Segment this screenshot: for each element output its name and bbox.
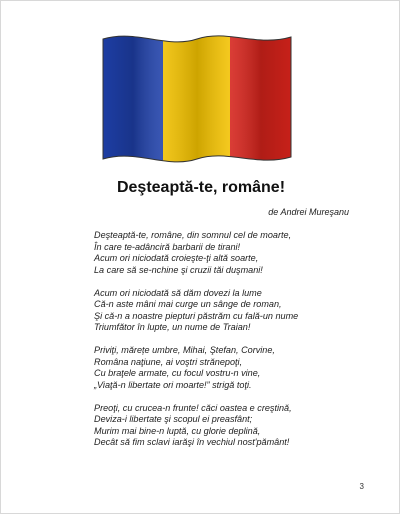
poem-line: Triumfător în lupte, un nume de Traian!: [94, 322, 251, 332]
poem-line: Deşteaptă-te, române, din somnul cel de moarte,: [94, 230, 292, 240]
poem-line: Deviza-i libertate şi scopul ei preasfânt;: [94, 414, 253, 424]
poem-line: La care să se-nchine şi cruzii tăi duşmani!: [94, 264, 263, 275]
poem-line: Româna naţiune, ai voştri strănepoţi,: [94, 356, 243, 367]
poem-title: Deşteaptă-te, române!: [116, 179, 286, 196]
poem-stanza: [94, 403, 384, 449]
poem-author: de Andrei Mureşanu: [268, 207, 349, 217]
page-number: 3: [359, 482, 364, 491]
flag-graphic: [97, 25, 297, 175]
poem-line: Că-n aste mâni mai curge un sânge de roman,: [94, 299, 282, 309]
poem-line: Şi că-n a noastre piepturi păstrăm cu fală-un nume: [94, 310, 299, 321]
poem-line: Cu braţele armate, cu focul vostru-n vine,: [94, 368, 261, 378]
romanian-flag-image: [97, 25, 297, 175]
poem-stanza: [94, 230, 384, 276]
poem-stanza: [94, 288, 384, 334]
poem-line: Decât să fim sclavi iarăşi în vechiul nost'pământ!: [94, 437, 290, 447]
poem-line: Preoţi, cu crucea-n frunte! căci oastea e creştină,: [94, 402, 292, 413]
poem-line: Murim mai bine-n luptă, cu glorie deplină,: [94, 425, 261, 436]
poem-line: În care te-adânciră barbarii de tirani!: [94, 241, 241, 252]
poem-body: [94, 230, 384, 460]
poem-line: „Viaţă-n libertate ori moarte!” strigă toţi.: [94, 379, 252, 390]
poem-line: Acum ori niciodată să dăm dovezi la lume: [94, 287, 262, 298]
poem-stanza: [94, 345, 384, 391]
poem-line: Priviţi, mărețe umbre, Mihai, Ştefan, Corvine,: [94, 345, 275, 355]
poem-line: Acum ori niciodată croieşte-ţi altă soarte,: [94, 253, 259, 263]
